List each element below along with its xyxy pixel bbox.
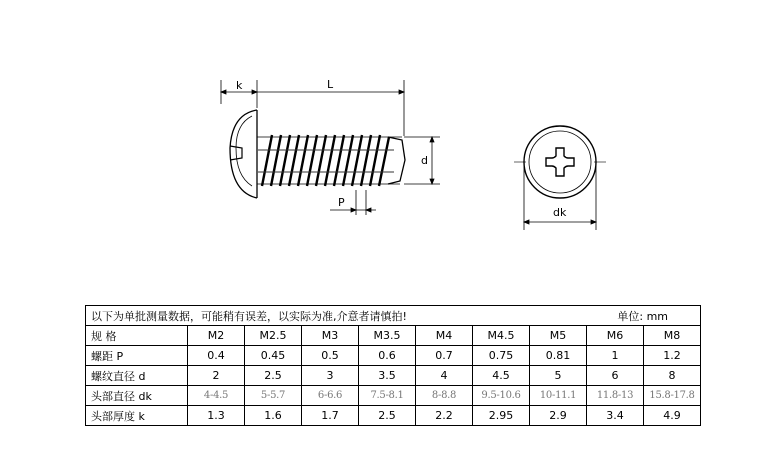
table-cell: 9.5-10.6 [473,386,530,406]
screw-head-inner [236,116,252,186]
table-cell: 6 [587,366,644,386]
table-cell: 0.81 [530,346,587,366]
table-cell: 2.5 [245,366,302,386]
size-header: M2 [188,326,245,346]
screw-threads [262,135,389,186]
table-cell: 2.5 [359,406,416,426]
table-cell: 10-11.1 [530,386,587,406]
table-cell: 2.9 [530,406,587,426]
dimension-P [330,190,376,215]
table-cell: 2 [188,366,245,386]
dimension-dk-label: dk [553,206,567,219]
phillips-recess [546,148,574,176]
size-header: M4 [416,326,473,346]
table-cell: 4.9 [644,406,701,426]
dimension-L-label: L [327,78,334,91]
table-cell: 1.3 [188,406,245,426]
table-cell: 4.5 [473,366,530,386]
header-label: 规 格 [86,326,188,346]
row-label-pitch: 螺距 P [86,346,188,366]
dimension-d-label: d [421,154,428,167]
table-cell: 5-5.7 [245,386,302,406]
size-header: M3.5 [359,326,416,346]
row-label-head-thickness: 头部厚度 k [86,406,188,426]
row-label-head-diameter: 头部直径 dk [86,386,188,406]
size-header: M4.5 [473,326,530,346]
size-header: M8 [644,326,701,346]
dimension-k-label: k [236,79,243,92]
table-cell: 0.7 [416,346,473,366]
table-cell: 2.95 [473,406,530,426]
table-row [86,346,701,366]
table-row [86,366,701,386]
table-notice-row [86,306,701,326]
table-cell: 3 [302,366,359,386]
table-row [86,406,701,426]
table-cell: 0.5 [302,346,359,366]
screw-top-view [514,126,606,198]
unit-label: 单位: mm [617,309,669,323]
table-cell: 0.4 [188,346,245,366]
size-header: M6 [587,326,644,346]
table-cell: 2.2 [416,406,473,426]
table-cell: 15.8-17.8 [644,386,701,406]
table-cell: 3.5 [359,366,416,386]
table-cell: 1.7 [302,406,359,426]
size-header: M2.5 [245,326,302,346]
table-cell: 7.5-8.1 [359,386,416,406]
size-header-row [86,326,701,346]
table-cell: 8-8.8 [416,386,473,406]
dimension-P-label: P [338,196,345,209]
table-cell: 8 [644,366,701,386]
table-cell: 1.6 [245,406,302,426]
screw-side-view [230,110,405,198]
head-inner-circle [529,131,591,193]
row-label-thread-diameter: 螺纹直径 d [86,366,188,386]
table-cell: 6-6.6 [302,386,359,406]
table-cell: 0.45 [245,346,302,366]
table-cell: 1.2 [644,346,701,366]
table-cell: 0.6 [359,346,416,366]
measurement-notice: 以下为单批测量数据，可能稍有误差，以实际为准,介意者请慎拍! [91,309,407,323]
table-cell: 1 [587,346,644,366]
screw-tip [388,137,405,184]
screw-spec-table [85,305,701,426]
table-cell: 5 [530,366,587,386]
head-outer-circle [524,126,596,198]
table-cell: 11.8-13 [587,386,644,406]
size-header: M3 [302,326,359,346]
table-cell: 4-4.5 [188,386,245,406]
size-header: M5 [530,326,587,346]
table-cell: 4 [416,366,473,386]
table-cell: 0.75 [473,346,530,366]
table-row [86,386,701,406]
table-cell: 3.4 [587,406,644,426]
